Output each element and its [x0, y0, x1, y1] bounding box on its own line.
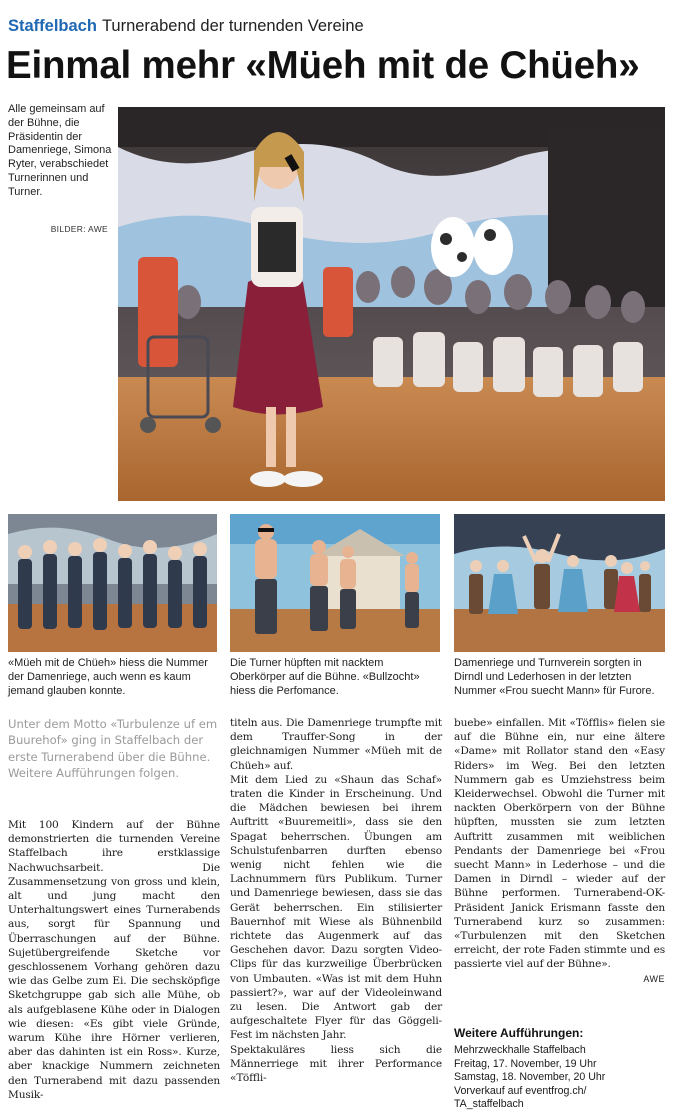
stage-scene-image: [118, 107, 665, 501]
info-line: Vorverkauf auf eventfrog.ch/: [454, 1084, 587, 1097]
article-paragraph: Spektakuläres liess sich die Männerriege mit ihrer Performance «Töffli-: [230, 1043, 442, 1085]
kicker-place: Staffelbach: [8, 17, 97, 35]
info-lines: [454, 1044, 665, 1112]
headline: Einmal mehr «Müeh mit de Chüeh»: [6, 44, 640, 87]
photo-credit: BILDER: AWE: [50, 224, 108, 234]
article-paragraph: Mit 100 Kindern auf der Bühne demonstrierten die turnenden Vereine Staffelbach ihre erstklassige Nachwuchsarbeit. Die Zusammensetzung von gross und klein, alt und jung macht den Unterhaltungswert eines Turnerabends aus, sorgt für Spannung und Überraschungen auf der Bühne. Sujetübergreifende Sketche vor geschlossenem Vorhang gehören dazu wie das Gelbe zum Ei. Die sechsköpfige Sketchgruppe gab sich alle Mühe, ob als aufgeblasene Kühe oder in Dialogen wie diesen: «Es gibt viele Gründe, warum Kühe ihre Hörner verlieren, aber das dahinten ist ein Ross». Kurze, aber knackige Nummern zeichneten den Turnerabend mit dazu passenden Musik-: [8, 819, 220, 1101]
thumb-caption-3: Damenriege und Turnverein sorgten in Dirndl und Lederhosen in der letzten Nummer «Frou suecht Mann» für Furore.: [454, 657, 655, 697]
info-line: Samstag, 18. November, 20 Uhr: [454, 1071, 606, 1084]
main-photo-caption: Alle gemeinsam auf der Bühne, die Präsidentin der Damenriege, Simona Ryter, verabschiedet Turnerinnen und Turner.: [8, 103, 112, 198]
thumb-caption-2: Die Turner hüpften mit nacktem Oberkörper auf die Bühne. «Bullzocht» hiess die Perfomance.: [230, 657, 420, 697]
info-title: Weitere Aufführungen:: [454, 1026, 584, 1040]
article-paragraph: buebe» einfallen. Mit «Töfflis» fielen sie auf die Bühne ein, nur eine ältere «Dame» mit Rollator stand den «Easy Riders» im Weg. Bei den letzten Nummern gab es Umziehstress beim Kleiderwechsel. Obwohl die Turner mit nackten Oberkörpern von der Bühne hüpften, mussten sie zum letzten Auftritt zusammen mit weiblichen Pendants der Damenriege bei «Frou suecht Mann» in Lederhose – und die Damen in Dirndl – wieder auf der Bühne performen. Turnerabend-OK-Präsident Janick Erismann fasste den Turnerabend kurz so zusammen: «Turbulenzen mit den Sketchen erreicht, der rote Faden stimmte und es passierte viel auf der Bühne».: [454, 717, 665, 971]
turner-performance-image: [230, 514, 440, 652]
article-lead: Unter dem Motto «Turbulenze uf em Buurehof» ging in Staffelbach der erste Turnerabend über die Bühne. Weitere Aufführungen folgen.: [8, 717, 218, 781]
thumb-caption-1: «Müeh mit de Chüeh» hiess die Nummer der Damenriege, auch wenn es kaum jemand glauben konnte.: [8, 657, 208, 697]
info-line: Mehrzweckhalle Staffelbach: [454, 1044, 586, 1056]
info-line: TA_staffelbach: [454, 1098, 524, 1111]
article-column-2: [230, 716, 442, 1085]
article-column-1: [8, 818, 220, 1102]
article-paragraph: titeln aus. Die Damenriege trumpfte mit dem Trauffer-Song in der gleichnamigen Nummer «Müeh mit de Chüeh» auf.: [230, 717, 442, 772]
kicker: [8, 16, 364, 36]
thumb-photo-3: [454, 514, 665, 652]
thumb-photo-1: [8, 514, 217, 652]
thumb-photo-2: [230, 514, 440, 652]
info-line: Freitag, 17. November, 19 Uhr: [454, 1057, 597, 1070]
kicker-topic: Turnerabend der turnenden Vereine: [101, 17, 364, 35]
dance-group-image: [8, 514, 217, 652]
article-column-3: [454, 716, 665, 986]
main-photo: [118, 107, 665, 501]
author-tag: AWE: [643, 973, 665, 984]
article-paragraph: Mit dem Lied zu «Shaun das Schaf» traten die Kinder in Erscheinung. Und die Mädchen bewiesen bei ihrem Auftritt «Buuremeitli», dass sie den Spagat beherrschen. Übungen am Schulstufenbarren durften ebenso wenig nicht fehlen wie die Lachnummern fürs Publikum. Turner und Damenriege bewiesen, dass sie das Gerät beherrschen. Ein stilisierter Bauernhof mit Wiese als Bühnenbild richtete das Augenmerk auf das Geschehen davor. Dazu sorgten Video-Clips für das kurzweilige Überbrücken von Umbauten. «Was ist mit dem Huhn passiert?», war auf der Videoleinwand zu lesen. Die Antwort gab der aufgeschaltete Flyer für das Göggeli-Fest im nächsten Jahr.: [230, 773, 442, 1042]
dirndl-lederhosen-image: [454, 514, 665, 652]
